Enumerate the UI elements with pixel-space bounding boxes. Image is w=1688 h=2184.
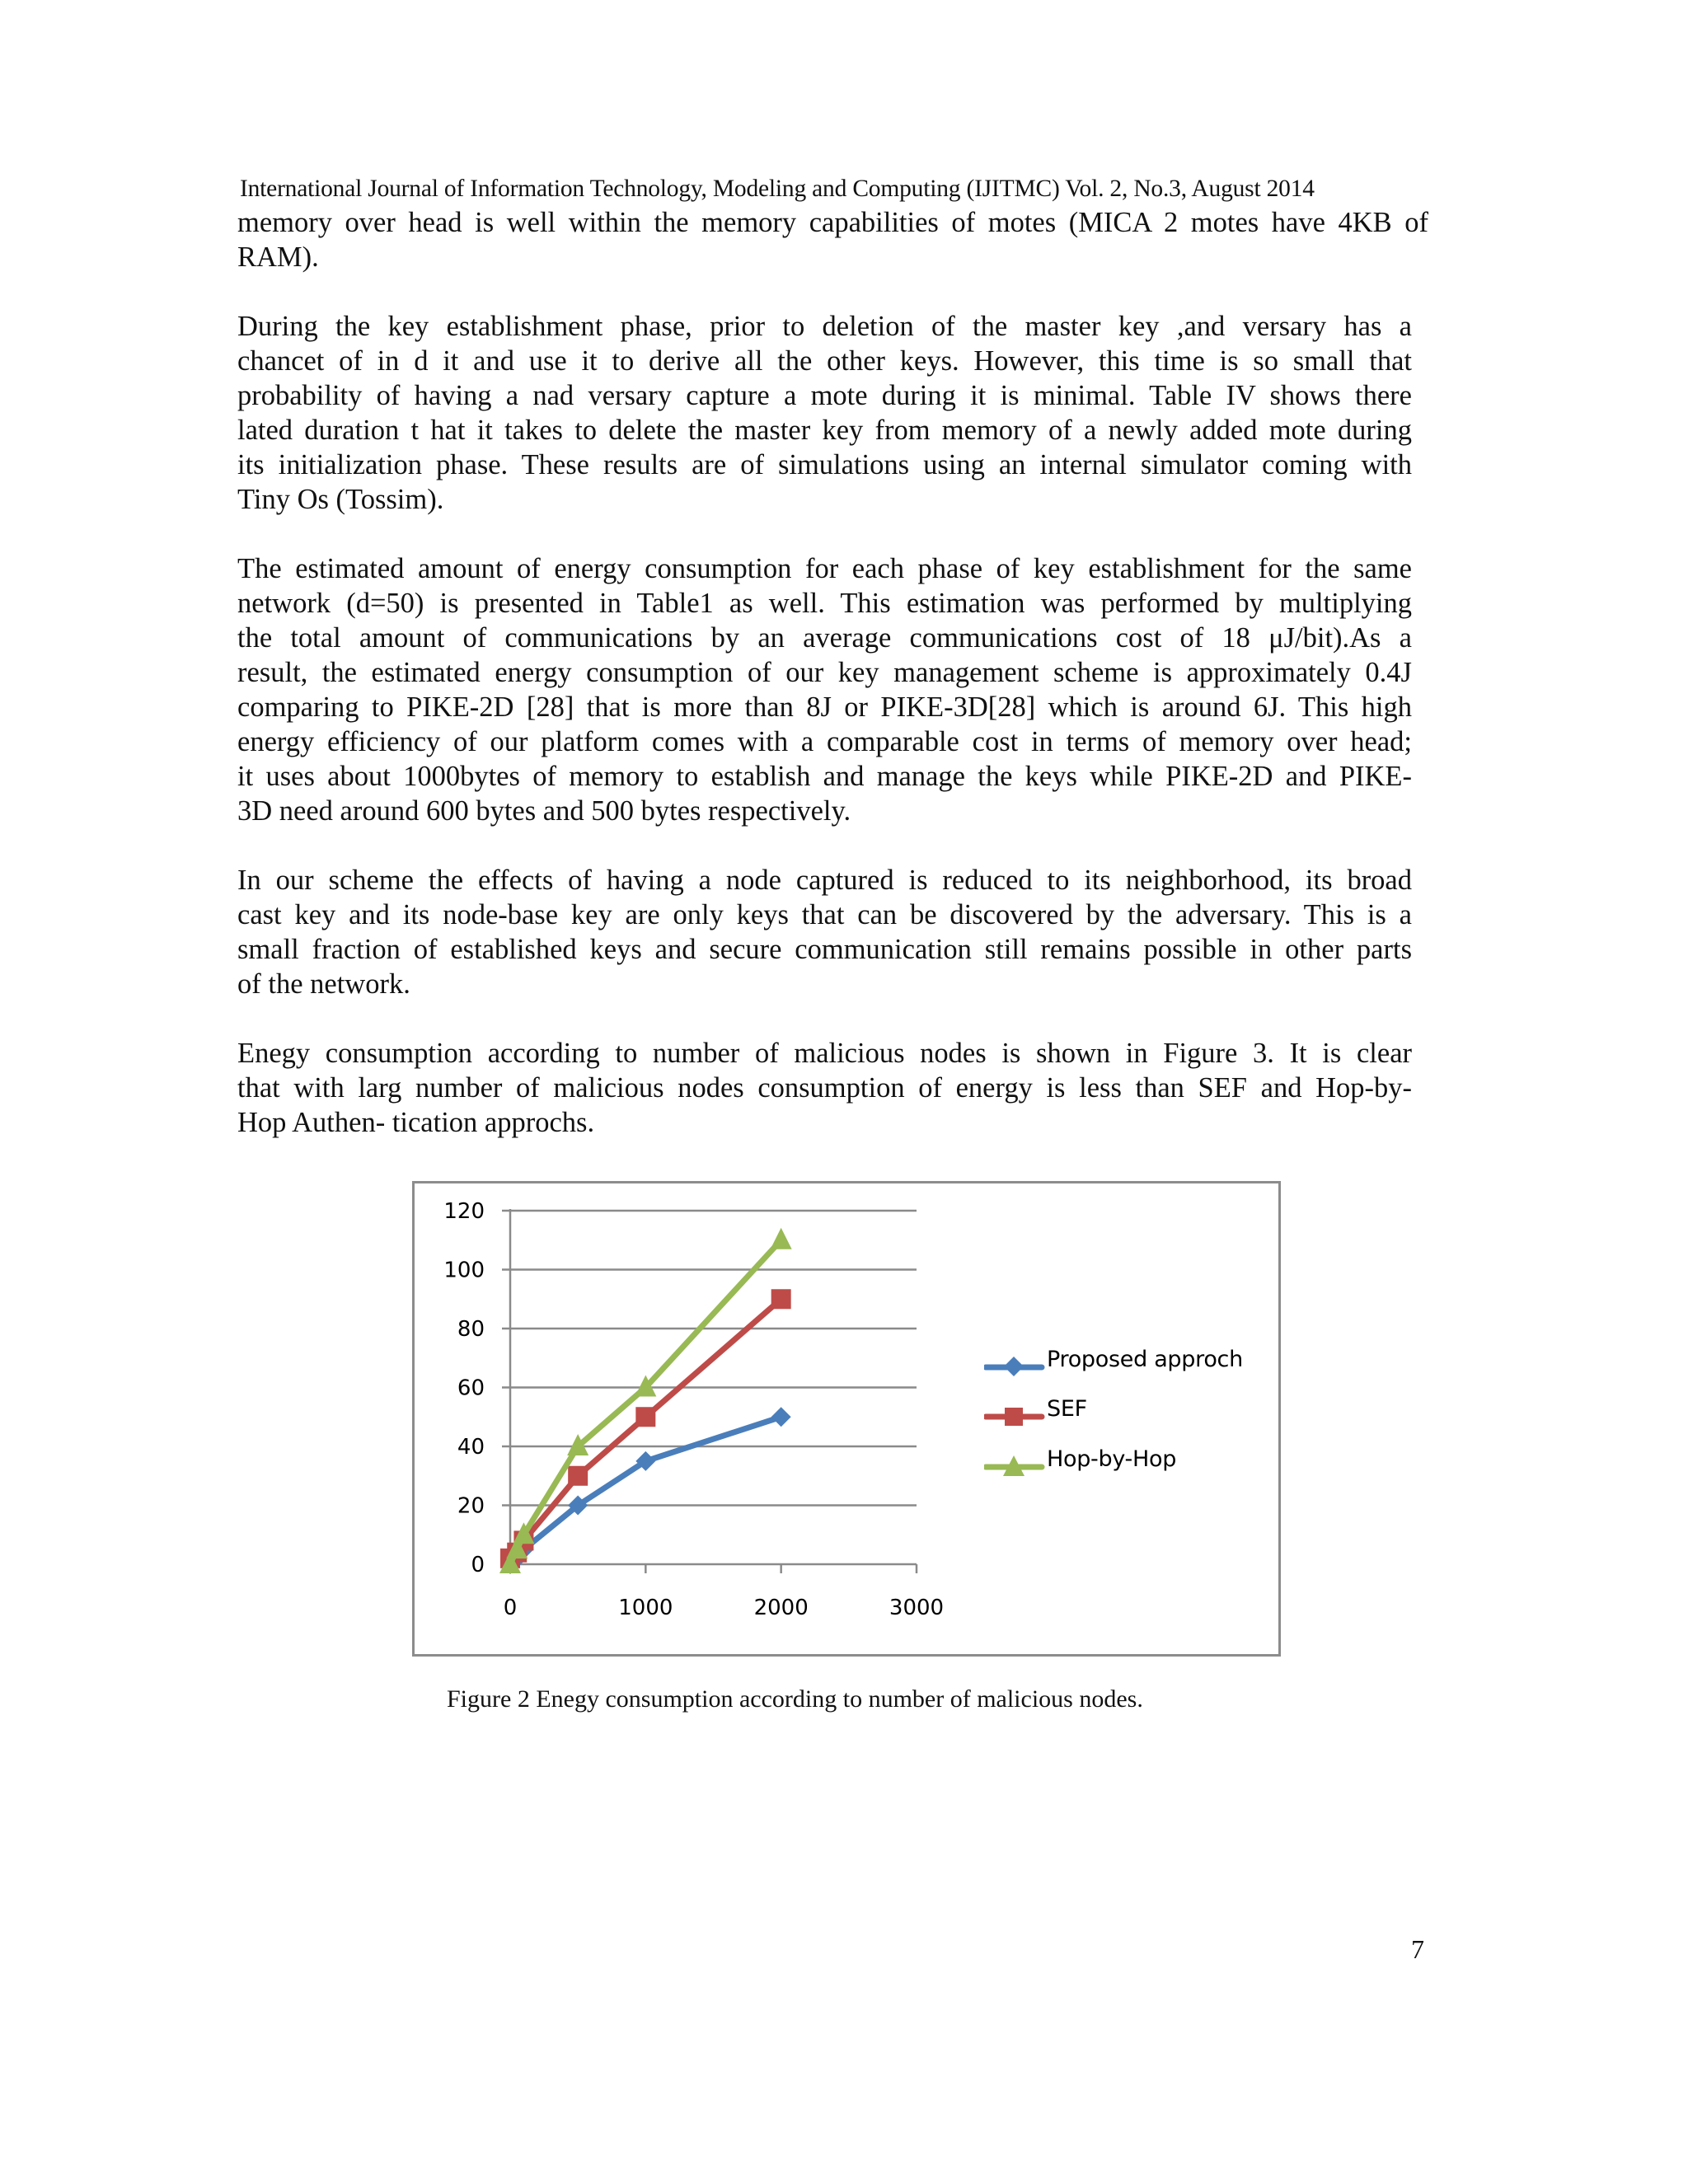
text-line: chancet of in d it and use it to derive all the other keys. However, this time is so small that	[237, 345, 1412, 377]
text-line: the total amount of communications by an average communications cost of 18 μJ/bit).As a	[237, 622, 1412, 654]
text-line: During the key establishment phase, prior to deletion of the master key ,and versary has a	[237, 311, 1412, 342]
legend-item-sef	[984, 1393, 1281, 1426]
triangle-marker-icon	[771, 1228, 792, 1249]
legend-label: SEF	[1047, 1396, 1087, 1422]
y-axis-tick-labels	[443, 1199, 485, 1577]
text-line: probability of having a nad versary capture a mote during it is minimal. Table IV shows there	[237, 380, 1412, 411]
text-line: its initialization phase. These results are of simulations using an internal simulator coming with	[237, 449, 1412, 480]
x-tick-label: 0	[503, 1596, 518, 1620]
text-line: result, the estimated energy consumption of our key management scheme is approximately 0.4J	[237, 657, 1412, 688]
legend-item-hop-by-hop	[984, 1443, 1281, 1476]
journal-running-header: International Journal of Information Technology, Modeling and Computing (IJITMC) Vol. 2, No.3, August 2014	[240, 176, 1315, 202]
text-line: lated duration t hat it takes to delete the master key from memory of a newly added mote during	[237, 415, 1412, 446]
text-line: memory over head is well within the memory capabilities of motes (MICA 2 motes have 4KB of	[237, 207, 1428, 238]
diamond-marker-icon	[771, 1407, 791, 1427]
legend-label: Hop-by-Hop	[1047, 1446, 1177, 1472]
x-tick-label: 1000	[618, 1596, 673, 1620]
legend-item-proposed	[984, 1343, 1281, 1376]
figure-caption: Figure 2 Enegy consumption according to number of malicious nodes.	[447, 1685, 1143, 1713]
text-line: RAM).	[237, 241, 319, 273]
text-line: cast key and its node-base key are only keys that can be discovered by the adversary. This is a	[237, 899, 1412, 930]
text-line: Hop Authen- tication approchs.	[237, 1107, 595, 1138]
text-line: In our scheme the effects of having a node captured is reduced to its neighborhood, its broad	[237, 865, 1412, 896]
y-tick-label: 120	[443, 1199, 485, 1224]
x-axis-tick-labels	[504, 1596, 944, 1620]
text-line: Enegy consumption according to number of malicious nodes is shown in Figure 3. It is clear	[237, 1038, 1412, 1069]
text-line: comparing to PIKE-2D [28] that is more than 8J or PIKE-3D[28] which is around 6J. This high	[237, 691, 1412, 723]
y-tick-label: 80	[457, 1317, 485, 1342]
series-line	[510, 1240, 781, 1564]
square-marker-icon	[568, 1466, 588, 1486]
text-line: 3D need around 600 bytes and 500 bytes respectively.	[237, 795, 851, 827]
text-line: Tiny Os (Tossim).	[237, 484, 444, 515]
x-tick-label: 3000	[889, 1596, 945, 1620]
triangle-marker-icon	[984, 1443, 1047, 1476]
text-line: of the network.	[237, 968, 410, 1000]
legend-label: Proposed approch	[1047, 1347, 1243, 1372]
page-number: 7	[1411, 1934, 1424, 1964]
text-line: that with larg number of malicious nodes consumption of energy is less than SEF and Hop-by-	[237, 1072, 1412, 1104]
text-line: The estimated amount of energy consumption for each phase of key establishment for the same	[237, 553, 1412, 584]
text-line: energy efficiency of our platform comes with a comparable cost in terms of memory over head;	[237, 726, 1412, 757]
square-marker-icon	[984, 1393, 1047, 1426]
x-tick-label: 2000	[753, 1596, 809, 1620]
square-marker-icon	[635, 1407, 655, 1427]
series-proposed-approch	[500, 1407, 791, 1574]
y-tick-label: 60	[457, 1376, 485, 1401]
text-line: it uses about 1000bytes of memory to establish and manage the keys while PIKE-2D and PIKE-	[237, 761, 1412, 792]
square-marker-icon	[771, 1289, 791, 1309]
text-line: network (d=50) is presented in Table1 as well. This estimation was performed by multiplying	[237, 588, 1412, 619]
y-tick-label: 100	[443, 1258, 485, 1283]
y-tick-label: 0	[471, 1553, 485, 1577]
y-tick-label: 40	[457, 1435, 485, 1460]
text-line: small fraction of established keys and secure communication still remains possible in other parts	[237, 934, 1412, 965]
y-tick-label: 20	[457, 1493, 485, 1519]
diamond-marker-icon	[984, 1343, 1047, 1376]
chart-series	[499, 1228, 792, 1574]
